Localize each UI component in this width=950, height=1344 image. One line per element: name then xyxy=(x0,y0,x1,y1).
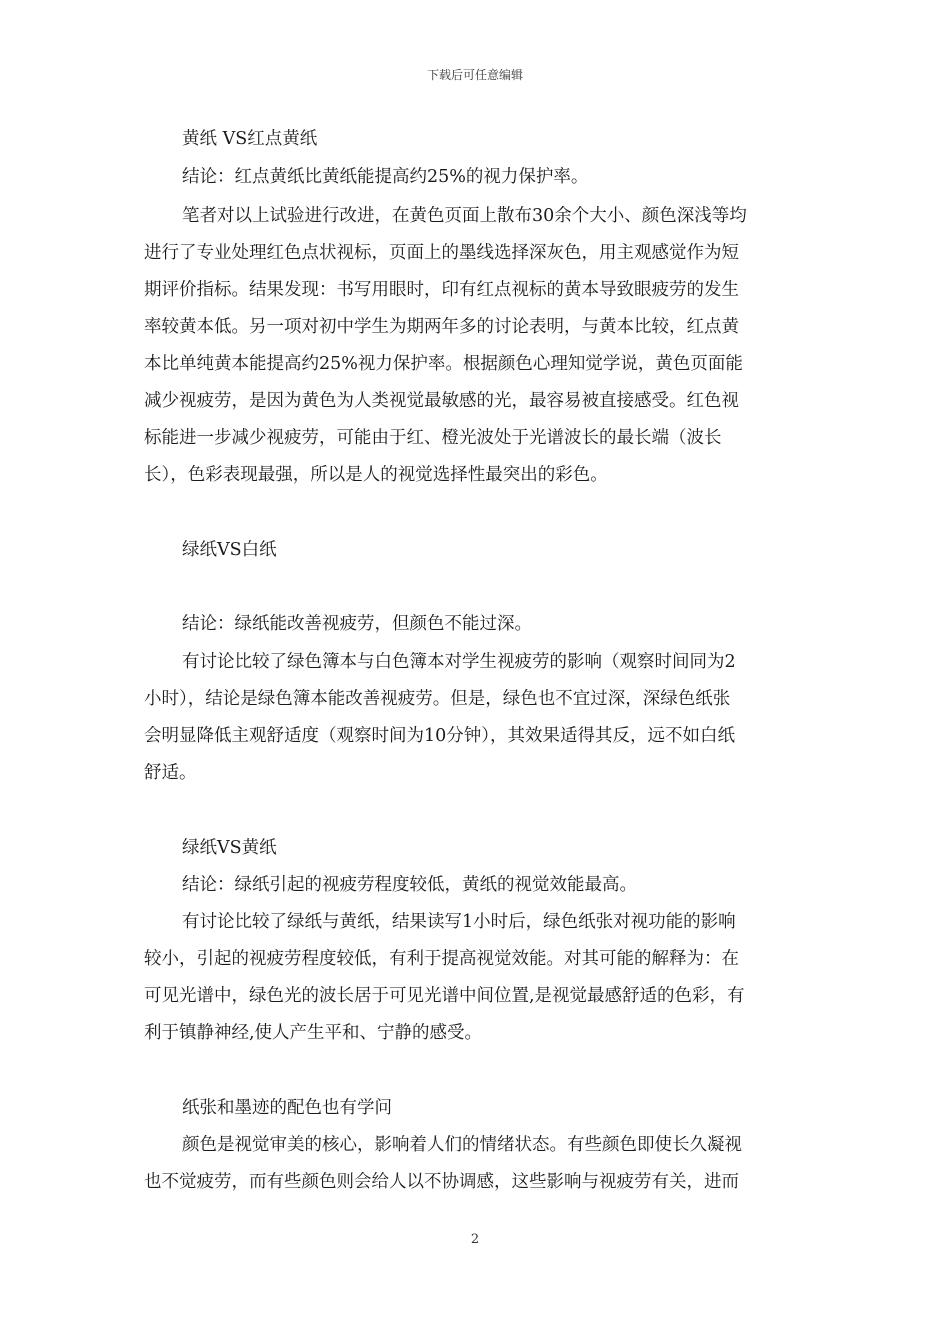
paragraph-line: 进行了专业处理红色点状视标，页面上的墨线选择深灰色，用主观感觉作为短 xyxy=(144,243,739,263)
conclusion-line: 结论：绿纸能改善视疲劳，但颜色不能过深。 xyxy=(182,614,532,634)
paragraph-line: 率较黄本低。另一项对初中学生为期两年多的讨论表明，与黄本比较，红点黄 xyxy=(144,317,739,337)
paragraph-line: 舒适。 xyxy=(144,763,197,783)
page-header: 下载后可任意编辑 xyxy=(426,68,523,82)
paragraph-line: 期评价指标。结果发现：书写用眼时，印有红点视标的黄本导致眼疲劳的发生 xyxy=(144,280,739,300)
paragraph-line: 有讨论比较了绿色簿本与白色簿本对学生视疲劳的影响（观察时间同为2 xyxy=(182,652,736,672)
section-heading: 绿纸VS白纸 xyxy=(182,540,277,560)
section-heading: 黄纸 VS红点黄纸 xyxy=(182,129,318,149)
paragraph-line: 会明显降低主观舒适度（观察时间为10分钟），其效果适得其反，远不如白纸 xyxy=(144,726,736,746)
paragraph-line: 标能进一步减少视疲劳，可能由于红、橙光波处于光谱波长的最长端（波长 xyxy=(144,428,722,448)
paragraph-line: 较小，引起的视疲劳程度较低，有利于提高视觉效能。对其可能的解释为：在 xyxy=(144,949,739,969)
paragraph-line: 利于镇静神经,使人产生平和、宁静的感受。 xyxy=(144,1023,483,1043)
paragraph-line: 小时），结论是绿色簿本能改善视疲劳。但是，绿色也不宜过深，深绿色纸张 xyxy=(144,689,731,709)
paragraph-line: 笔者对以上试验进行改进，在黄色页面上散布30余个大小、颜色深浅等均 xyxy=(182,206,747,226)
section-heading: 纸张和墨迹的配色也有学问 xyxy=(182,1098,392,1118)
paragraph-line: 有讨论比较了绿纸与黄纸，结果读写1小时后，绿色纸张对视功能的影响 xyxy=(182,912,736,932)
paragraph-line: 减少视疲劳，是因为黄色为人类视觉最敏感的光，最容易被直接感受。红色视 xyxy=(144,391,739,411)
paragraph-line: 颜色是视觉审美的核心，影响着人们的情绪状态。有些颜色即使长久凝视 xyxy=(182,1135,742,1155)
paragraph-line: 也不觉疲劳，而有些颜色则会给人以不协调感，这些影响与视疲劳有关，进而 xyxy=(144,1172,739,1192)
page-number: 2 xyxy=(470,1232,480,1247)
paragraph-line: 可见光谱中，绿色光的波长居于可见光谱中间位置,是视觉最感舒适的色彩，有 xyxy=(144,986,745,1006)
paragraph-line: 长），色彩表现最强，所以是人的视觉选择性最突出的彩色。 xyxy=(144,465,608,485)
paragraph-line: 本比单纯黄本能提高约25%视力保护率。根据颜色心理知觉学说，黄色页面能 xyxy=(144,354,743,374)
conclusion-line: 结论：绿纸引起的视疲劳程度较低，黄纸的视觉效能最高。 xyxy=(182,875,637,895)
conclusion-line: 结论：红点黄纸比黄纸能提高约25%的视力保护率。 xyxy=(182,167,589,187)
section-heading: 绿纸VS黄纸 xyxy=(182,838,277,858)
